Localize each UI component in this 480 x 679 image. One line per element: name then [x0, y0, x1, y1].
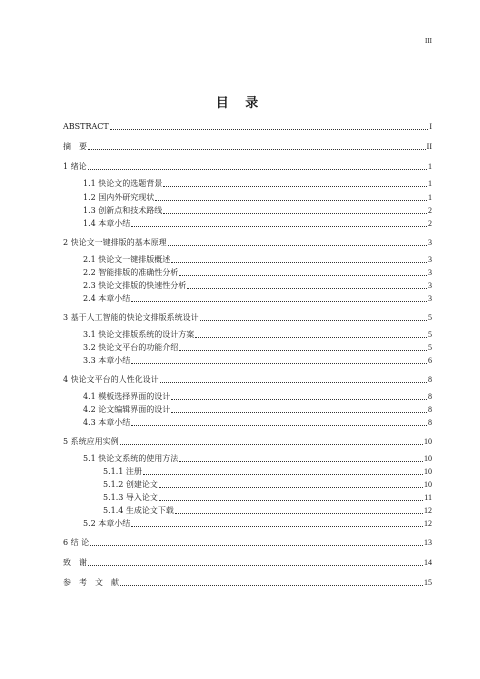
toc-entry [63, 479, 432, 490]
dot-leader [131, 526, 423, 527]
toc-entry-page: 8 [428, 405, 432, 414]
toc-entry-page: 12 [424, 506, 432, 515]
dot-leader [110, 129, 429, 130]
toc-entry-page: 10 [424, 454, 432, 463]
toc-entry-label: 2.4 本章小结 [83, 294, 131, 303]
toc-entry-page: 3 [428, 294, 432, 303]
toc-entry-page: 1 [428, 179, 432, 188]
toc-entry [63, 355, 432, 366]
toc-entry-label: 3.1 快论文排版系统的设计方案 [83, 330, 195, 339]
toc-entry [63, 342, 432, 353]
toc-entry-label: 4.2 论文编辑界面的设计 [83, 405, 171, 414]
toc-entry-page: I [429, 122, 432, 131]
page-number: III [425, 37, 432, 45]
toc-entry-label: 1 绪论 [63, 162, 87, 171]
dot-leader [120, 585, 423, 586]
toc-entry-label: 5.2 本章小结 [83, 519, 131, 528]
toc-entry [63, 312, 432, 323]
dot-leader [120, 444, 423, 445]
dot-leader [88, 169, 427, 170]
toc-entry-label: 参 考 文 献 [63, 578, 119, 587]
toc-entry-page: 3 [428, 238, 432, 247]
toc-entry-page: 1 [428, 162, 432, 171]
dot-leader [131, 226, 427, 227]
dot-leader [187, 288, 427, 289]
dot-leader [171, 399, 427, 400]
toc-entry-page: 8 [428, 375, 432, 384]
toc-entry-page: 15 [424, 578, 432, 587]
toc-entry-label: 5.1.3 导入论文 [103, 493, 158, 502]
dot-leader [179, 350, 427, 351]
toc-entry-page: 1 [428, 193, 432, 202]
toc-entry [63, 293, 432, 304]
toc-entry-page: 8 [428, 392, 432, 401]
toc-entry-label: 5.1.4 生成论文下载 [103, 506, 174, 515]
toc-entry [63, 537, 432, 548]
toc-entry-label: 2.3 快论文排版的快速性分析 [83, 281, 187, 290]
toc-entry [63, 178, 432, 189]
toc-entry-label: 2 快论文一键排版的基本原理 [63, 238, 167, 247]
toc-entry-label: 2.2 智能排版的准确性分析 [83, 268, 179, 277]
toc-entry [63, 374, 432, 385]
toc-entry-label: 致 谢 [63, 558, 87, 567]
toc-entry-label: 5.1 快论文系统的使用方法 [83, 454, 179, 463]
toc-entry [63, 205, 432, 216]
toc-entry-page: 10 [424, 437, 432, 446]
dot-leader [131, 363, 427, 364]
dot-leader [155, 200, 427, 201]
toc-entry-page: 11 [424, 493, 432, 502]
toc-entry [63, 192, 432, 203]
toc-entry [63, 417, 432, 428]
toc-entry-label: 3.2 快论文平台的功能介绍 [83, 343, 179, 352]
dot-leader [90, 545, 423, 546]
toc-entry [63, 218, 432, 229]
toc-entry-page: 10 [424, 467, 432, 476]
toc-entry [63, 237, 432, 248]
dot-leader [179, 275, 427, 276]
toc-entry [63, 121, 432, 132]
toc-entry [63, 254, 432, 265]
toc-entry [63, 492, 432, 503]
dot-leader [131, 301, 427, 302]
toc-entry [63, 404, 432, 415]
toc-entry-label: 4.3 本章小结 [83, 418, 131, 427]
dot-leader [143, 474, 423, 475]
dot-leader [171, 262, 427, 263]
dot-leader [195, 337, 427, 338]
dot-leader [131, 425, 427, 426]
toc-entry [63, 436, 432, 447]
toc-entry [63, 577, 432, 588]
toc-entry-label: 1.3 创新点和技术路线 [83, 206, 163, 215]
dot-leader [88, 565, 423, 566]
dot-leader [163, 213, 427, 214]
toc-entry-label: 5.1.1 注册 [103, 467, 142, 476]
toc-entry-page: 2 [428, 206, 432, 215]
toc-entry-page: 14 [424, 558, 432, 567]
toc-entry [63, 466, 432, 477]
toc-entry-page: 3 [428, 281, 432, 290]
toc-entry-label: 5.1.2 创建论文 [103, 480, 158, 489]
toc-entry-page: II [426, 142, 432, 151]
toc-entry-label: 1.1 快论文的选题背景 [83, 179, 163, 188]
toc-entry-page: 10 [424, 480, 432, 489]
toc-entry-page: 5 [428, 330, 432, 339]
toc-entry-page: 3 [428, 255, 432, 264]
toc-entry [63, 141, 432, 152]
dot-leader [175, 513, 423, 514]
toc-entry [63, 518, 432, 529]
toc-entry-label: 1.4 本章小结 [83, 219, 131, 228]
toc-entry-label: 1.2 国内外研究现状 [83, 193, 155, 202]
toc-entry-page: 3 [428, 268, 432, 277]
dot-leader [88, 149, 426, 150]
dot-leader [163, 186, 427, 187]
toc-entry-page: 5 [428, 343, 432, 352]
toc-entry [63, 391, 432, 402]
toc-entry [63, 453, 432, 464]
toc-entry [63, 557, 432, 568]
dot-leader [171, 412, 427, 413]
toc-entry-label: 3.3 本章小结 [83, 356, 131, 365]
toc-entry-label: 摘 要 [63, 142, 87, 151]
toc-entry-page: 2 [428, 219, 432, 228]
toc-entry-label: ABSTRACT [63, 122, 109, 131]
toc-entry-label: 3 基于人工智能的快论文排版系统设计 [63, 313, 199, 322]
toc-entry-page: 12 [424, 519, 432, 528]
toc-entry-page: 5 [428, 313, 432, 322]
toc-entry-label: 4 快论文平台的人性化设计 [63, 375, 159, 384]
toc-entry-label: 6 结 论 [63, 538, 90, 547]
toc-entry-label: 4.1 模板选择界面的设计 [83, 392, 171, 401]
dot-leader [200, 320, 427, 321]
toc-entry-label: 5 系统应用实例 [63, 437, 119, 446]
dot-leader [159, 487, 423, 488]
toc-entry [63, 329, 432, 340]
dot-leader [179, 461, 423, 462]
toc-entry-page: 6 [428, 356, 432, 365]
dot-leader [168, 245, 427, 246]
toc-entry-page: 13 [424, 538, 432, 547]
toc-entry [63, 267, 432, 278]
toc-title: 目 录 [215, 96, 265, 111]
dot-leader [159, 500, 423, 501]
toc-entry [63, 505, 432, 516]
dot-leader [160, 382, 427, 383]
toc-entry [63, 280, 432, 291]
toc-entry [63, 161, 432, 172]
toc-entry-label: 2.1 快论文一键排版概述 [83, 255, 171, 264]
toc-entry-page: 8 [428, 418, 432, 427]
